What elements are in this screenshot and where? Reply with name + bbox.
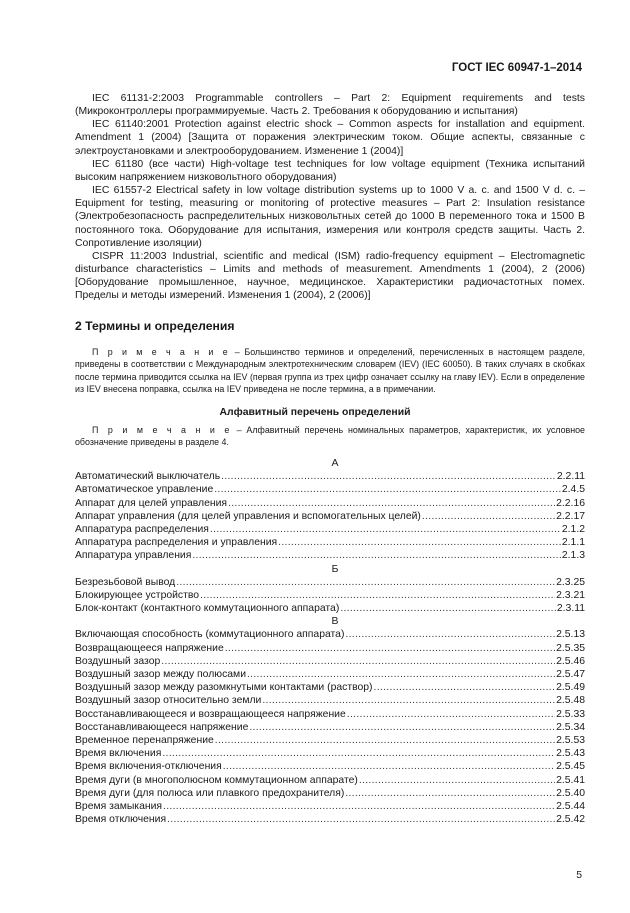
reference-paragraph: IEC 61557-2 Electrical safety in low voltage distribution systems up to 1000 V a. c. and 1500 V d. c. – Equipment for testing, measuring or monitoring of protective measures – Part 2: Insulation resistance (Электробезопасность распределительных низковольтных сетей до 1000 В переменного тока и 1500 В постоянного тока. Оборудование для испытания, измерения или контроля средств защиты. Часть 2. Сопротивление изоляции) [75, 185, 585, 249]
index-term: Восстанавливающееся и возвращающееся напряжение [75, 708, 346, 720]
index-term: Аппарат управления (для целей управления и вспомогательных целей) [75, 510, 421, 522]
index-term: Время включения [75, 748, 162, 760]
dot-leader [210, 523, 561, 536]
index-entry [75, 813, 585, 826]
index-ref-number: 2.4.5 [561, 484, 585, 496]
index-ref-number: 2.5.34 [556, 721, 585, 733]
dot-leader [247, 668, 555, 681]
index-entry [75, 721, 585, 734]
index-entry [75, 497, 585, 510]
document-header: ГОСТ IEC 60947-1–2014 [451, 62, 582, 74]
index-ref-number: 2.1.2 [561, 523, 585, 535]
reference-paragraph: IEC 61180 (все части) High-voltage test techniques for low voltage equipment (Техника испытаний высоким напряжением низковольтного оборудования) [75, 158, 585, 183]
index-ref-number: 2.5.13 [556, 629, 585, 641]
index-ref-number: 2.5.40 [556, 787, 585, 799]
index-ref-number: 2.5.46 [556, 655, 585, 667]
index-ref-number: 2.5.45 [556, 761, 585, 773]
index-term: Воздушный зазор относительно земли [75, 695, 262, 707]
index-term: Аппаратура распределения и управления [75, 537, 278, 549]
note-text: – Большинство терминов и определений, перечисленных в настоящем разделе, приведены в соответствии с Международным электротехническим словарем (IEV) (IEC 60050). В таких случаях в скобках после термина приводится ссылка на IEV (первая группа из трех цифр означает ссылку на главу IEV). Если в определение из IEV внесена поправка, ссылка на IEV приведена не после термина, а в примечании. [75, 347, 585, 395]
index-term: Аппарат для целей управления [75, 497, 228, 509]
dot-leader [345, 787, 555, 800]
dot-leader [200, 589, 555, 602]
index-ref-number: 2.5.44 [556, 800, 585, 812]
index-entry [75, 747, 585, 760]
index-ref-number: 2.5.53 [556, 734, 585, 746]
index-term: Воздушный зазор между разомкнутыми контактами (раствор) [75, 682, 373, 694]
index-term: Аппаратура управления [75, 550, 192, 562]
index-entry [75, 655, 585, 668]
index-letter-heading: А [331, 458, 339, 469]
index-term: Время дуги (в многополюсном коммутационном аппарате) [75, 774, 358, 786]
index-entry [75, 787, 585, 800]
index-entry [75, 734, 585, 747]
index-entry [75, 483, 585, 496]
index-ref-number: 2.3.11 [556, 603, 585, 615]
index-term: Безрезьбовой вывод [75, 576, 176, 588]
dot-leader [214, 483, 561, 496]
dot-leader [345, 628, 555, 641]
index-entry [75, 694, 585, 707]
index-entry [75, 523, 585, 536]
index-entry [75, 536, 585, 549]
index-term: Время отключения [75, 814, 167, 826]
alpha-index-list [75, 457, 585, 826]
section-title: 2 Термины и определения [75, 319, 235, 333]
dot-leader [167, 813, 555, 826]
index-entry [75, 549, 585, 562]
index-term: Блокирующее устройство [75, 589, 200, 601]
index-entry [75, 760, 585, 773]
note-label: П р и м е ч а н и е [92, 425, 232, 435]
index-ref-number: 2.5.41 [556, 774, 585, 786]
index-ref-number: 2.2.17 [556, 510, 585, 522]
index-term: Время включения-отключения [75, 761, 222, 773]
dot-leader [340, 602, 556, 615]
index-term: Время замыкания [75, 800, 163, 812]
alpha-index-note [75, 424, 585, 449]
dot-leader [347, 708, 555, 721]
dot-leader [422, 510, 555, 523]
dot-leader [161, 655, 555, 668]
index-entry [75, 576, 585, 589]
index-ref-number: 2.3.25 [556, 576, 585, 588]
index-ref-number: 2.5.47 [556, 669, 585, 680]
index-entry [75, 510, 585, 523]
index-ref-number: 2.1.1 [561, 537, 585, 549]
dot-leader [249, 721, 555, 734]
index-entry [75, 470, 585, 483]
dot-leader [374, 681, 556, 694]
index-entry [75, 708, 585, 721]
index-entry [75, 628, 585, 641]
dot-leader [221, 470, 556, 483]
index-term: Время дуги (для полюса или плавкого предохранителя) [75, 787, 345, 799]
index-term: Автоматическое управление [75, 484, 214, 496]
dot-leader [225, 642, 555, 655]
index-ref-number: 2.5.49 [556, 682, 585, 694]
index-letter-heading: Б [331, 563, 339, 575]
dot-leader [359, 774, 555, 787]
index-ref-number: 2.3.21 [556, 589, 585, 601]
page-number: 5 [576, 870, 582, 881]
note-label: П р и м е ч а н и е [92, 347, 230, 357]
index-letter-heading: В [331, 616, 339, 628]
reference-paragraph: CISPR 11:2003 Industrial, scientific and medical (ISM) radio-frequency equipment – Electromagnetic disturbance characteristics – Limits and methods of measurement. Amendments 1 (2004), 2 (2006) [Оборудование промышленное, научное, медицинское. Характеристики радиочастотных помех. Пределы и методы измерений. Изменения 1 (2004), 2 (2006)] [75, 250, 585, 302]
dot-leader [162, 747, 555, 760]
alpha-index-title: Алфавитный перечень определений [219, 407, 411, 418]
note-text: – Алфавитный перечень номинальных параметров, характеристик, их условное обозначение приведены в разделе 4. [75, 425, 585, 448]
index-ref-number: 2.1.3 [561, 550, 585, 562]
index-term: Блок-контакт (контактного коммутационного аппарата) [75, 603, 340, 615]
index-term: Автоматический выключатель [75, 471, 221, 483]
index-entry [75, 800, 585, 813]
index-ref-number: 2.5.43 [556, 748, 585, 760]
index-entry [75, 602, 585, 615]
index-entry [75, 589, 585, 602]
normative-references [75, 92, 585, 303]
index-ref-number: 2.5.35 [556, 642, 585, 654]
index-term: Воздушный зазор между полюсами [75, 669, 246, 680]
index-term: Восстанавливающееся напряжение [75, 721, 249, 733]
reference-paragraph: IEC 61140:2001 Protection against electric shock – Common aspects for installation and equipment. Amendment 1 (2004) [Защита от поражения электрическим током. Общие аспекты, связанные с электроустановками и электрооборудованием. Изменение 1 (2004)] [75, 119, 585, 157]
index-ref-number: 2.2.16 [556, 497, 585, 509]
dot-leader [223, 760, 555, 773]
terms-note [75, 346, 585, 396]
dot-leader [262, 694, 555, 707]
dot-leader [228, 497, 555, 510]
index-term: Временное перенапряжение [75, 734, 214, 746]
index-term: Возвращающееся напряжение [75, 642, 224, 654]
index-term: Аппаратура распределения [75, 523, 209, 535]
index-ref-number: 2.5.33 [556, 708, 585, 720]
index-ref-number: 2.5.42 [556, 814, 585, 826]
dot-leader [176, 576, 555, 589]
index-ref-number: 2.5.48 [556, 695, 585, 707]
index-entry [75, 668, 585, 681]
index-term: Воздушный зазор [75, 655, 161, 667]
dot-leader [192, 549, 561, 562]
index-entry [75, 774, 585, 787]
index-term: Включающая способность (коммутационного аппарата) [75, 629, 345, 641]
dot-leader [278, 536, 561, 549]
dot-leader [163, 800, 555, 813]
reference-paragraph: IEC 61131-2:2003 Programmable controllers – Part 2: Equipment requirements and tests (Микроконтроллеры программируемые. Часть 2. Требования к оборудованию и испытания) [75, 93, 585, 118]
index-entry [75, 681, 585, 694]
index-entry [75, 642, 585, 655]
index-ref-number: 2.2.11 [556, 471, 585, 483]
dot-leader [215, 734, 555, 747]
